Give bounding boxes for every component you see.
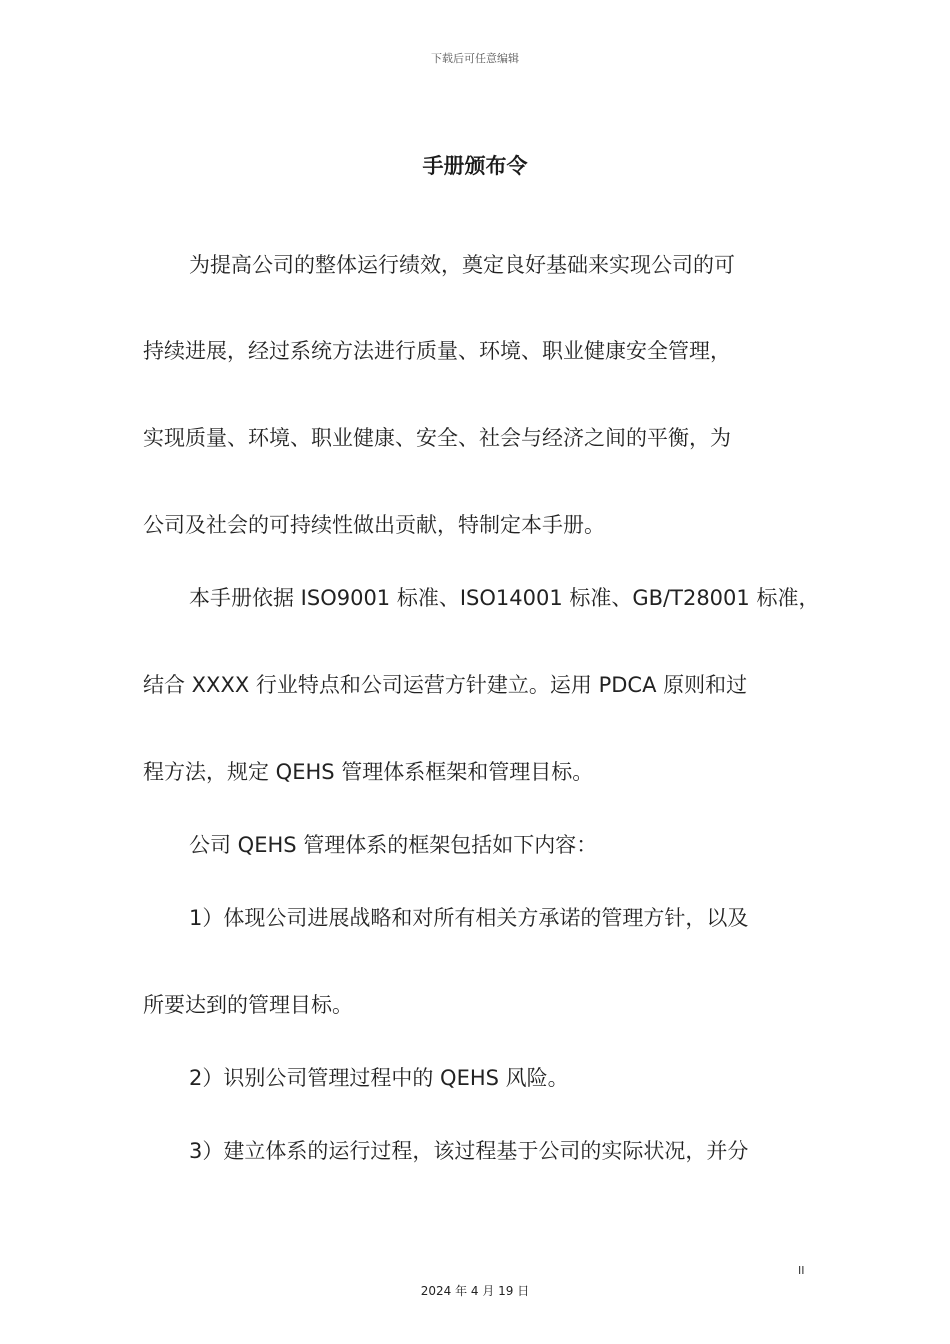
page-header: 下载后可任意编辑: [431, 52, 519, 65]
paragraph-line: 结合 XXXX 行业特点和公司运营方针建立。运用 PDCA 原则和过: [143, 673, 748, 697]
paragraph-line: 持续进展，经过系统方法进行质量、环境、职业健康安全管理，: [143, 339, 731, 363]
paragraph-line: 公司及社会的可持续性做出贡献，特制定本手册。: [143, 513, 605, 537]
list-item-line: 3）建立体系的运行过程，该过程基于公司的实际状况，并分: [189, 1139, 749, 1163]
page-footer-date: 2024 年 4 月 19 日: [420, 1284, 530, 1298]
document-title: 手册颁布令: [422, 154, 528, 178]
paragraph-line: 公司 QEHS 管理体系的框架包括如下内容：: [189, 833, 598, 857]
paragraph-line: 实现质量、环境、职业健康、安全、社会与经济之间的平衡，为: [143, 426, 731, 450]
list-item-line: 所要达到的管理目标。: [143, 993, 353, 1017]
list-item-line: 1）体现公司进展战略和对所有相关方承诺的管理方针，以及: [189, 906, 749, 930]
page-number: II: [798, 1264, 805, 1277]
list-item-line: 2）识别公司管理过程中的 QEHS 风险。: [189, 1066, 569, 1090]
paragraph-line: 程方法，规定 QEHS 管理体系框架和管理目标。: [143, 760, 594, 784]
paragraph-line: 本手册依据 ISO9001 标准、ISO14001 标准、GB/T28001 标准，: [189, 586, 820, 610]
paragraph-line: 为提高公司的整体运行绩效，奠定良好基础来实现公司的可: [189, 253, 735, 277]
